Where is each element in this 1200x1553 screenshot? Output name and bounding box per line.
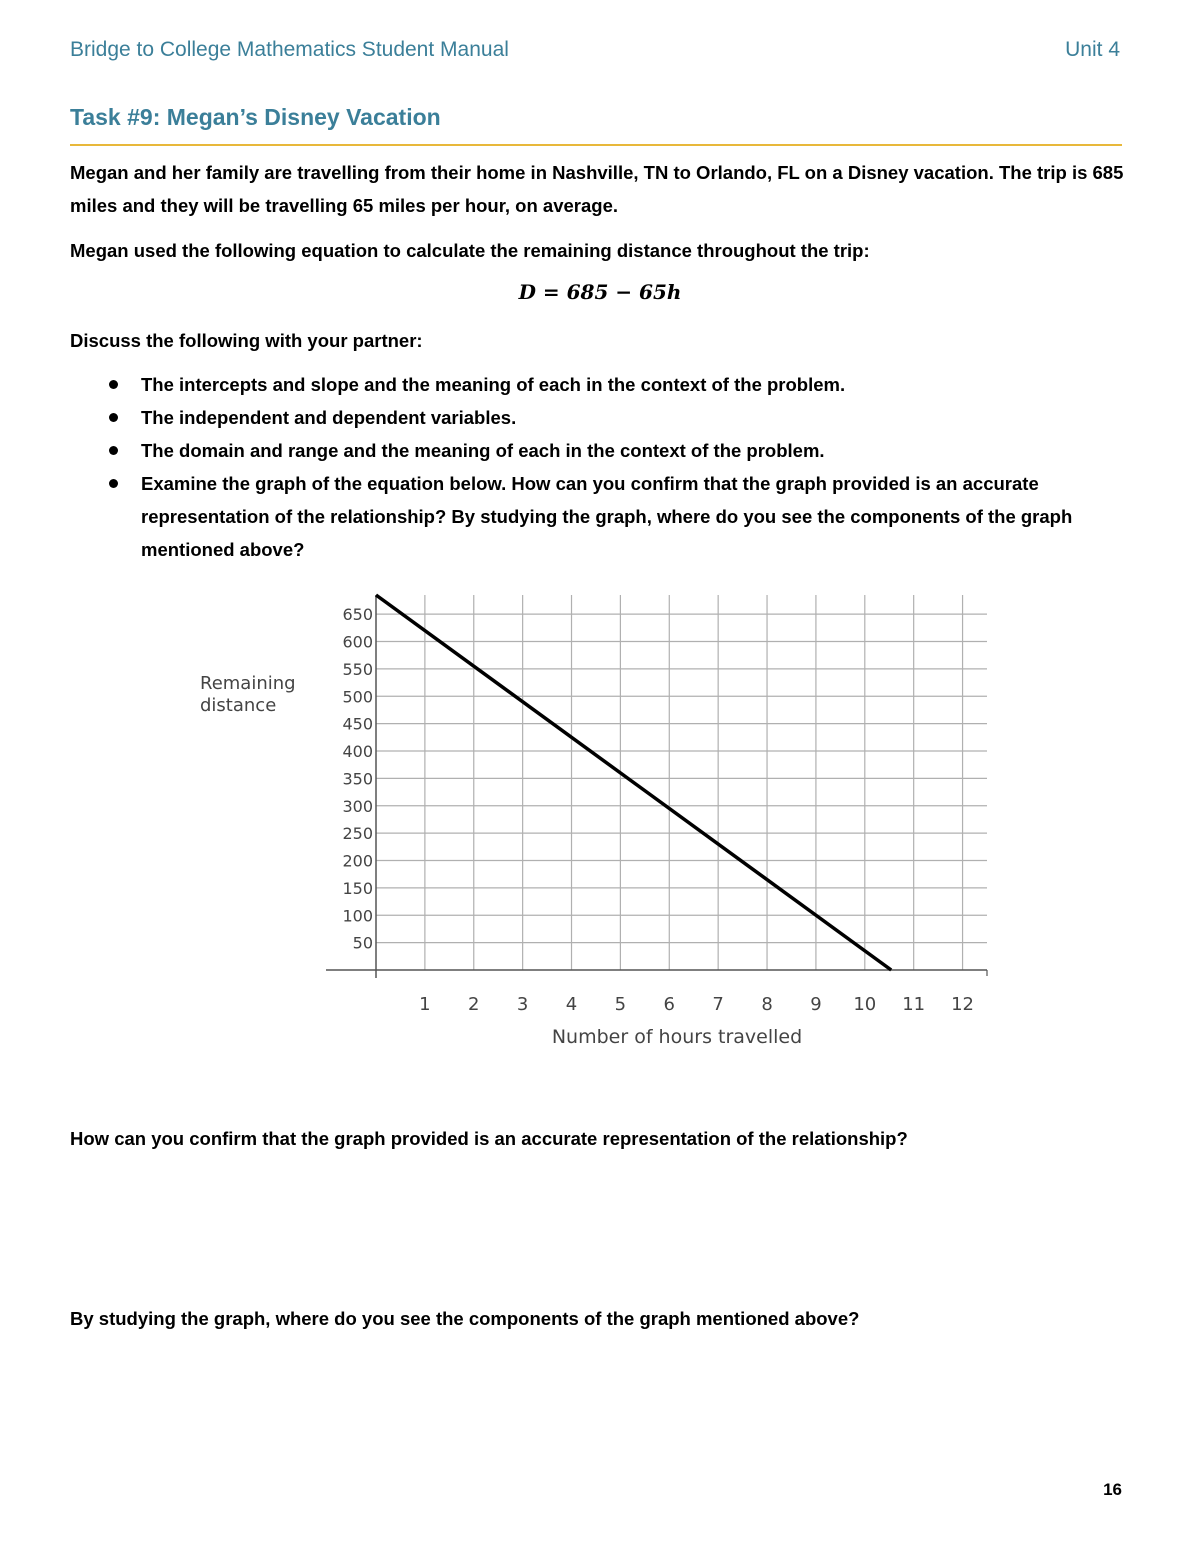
- question-components: By studying the graph, where do you see the components of the graph mentioned above?: [70, 1308, 860, 1329]
- list-item-text: The independent and dependent variables.: [141, 407, 517, 428]
- x-tick-label: 10: [853, 994, 877, 1015]
- y-tick-label: 150: [342, 878, 373, 898]
- distance-line: [376, 595, 891, 970]
- list-item: [104, 434, 1124, 467]
- y-axis-label-line1: Remaining: [200, 673, 296, 694]
- x-tick-label: 6: [663, 994, 676, 1015]
- y-tick-label: 400: [342, 742, 373, 762]
- x-tick-label: 3: [516, 994, 529, 1015]
- x-tick-label: 5: [614, 994, 627, 1015]
- bullet-icon: [109, 413, 118, 422]
- list-item-text: The intercepts and slope and the meaning of each in the context of the problem.: [141, 374, 846, 395]
- list-item: [104, 368, 1124, 401]
- manual-title: Bridge to College Mathematics Student Manual: [70, 38, 509, 61]
- x-tick-label: 4: [565, 994, 578, 1015]
- tick-labels: [342, 605, 974, 1015]
- x-tick-label: 8: [761, 994, 773, 1015]
- distance-graph: [180, 585, 1010, 1065]
- distance-graph-svg: [180, 585, 1010, 1060]
- grid: [376, 595, 987, 970]
- y-tick-label: 250: [342, 824, 373, 844]
- bullet-icon: [109, 380, 118, 389]
- unit-label: Unit 4: [1065, 38, 1120, 61]
- page-number: 16: [1103, 1480, 1122, 1499]
- y-tick-label: 300: [342, 796, 373, 816]
- list-item-text: Examine the graph of the equation below. How can you confirm that the graph provided is an accurate representation of the relationship? By studying the graph, where do you see the components of the graph mentioned above?: [141, 473, 1073, 560]
- x-tick-label: 2: [468, 994, 480, 1015]
- discuss-prompt: Discuss the following with your partner:: [70, 330, 423, 351]
- y-tick-label: 100: [342, 906, 373, 926]
- y-tick-label: 600: [342, 632, 373, 652]
- list-item-text: The domain and range and the meaning of each in the context of the problem.: [141, 440, 825, 461]
- y-tick-label: 500: [342, 687, 373, 707]
- title-divider: [70, 144, 1122, 146]
- y-tick-label: 550: [342, 659, 373, 679]
- discussion-list: [104, 368, 1124, 566]
- question-accuracy: How can you confirm that the graph provided is an accurate representation of the relationship?: [70, 1128, 908, 1149]
- task-title: Task #9: Megan’s Disney Vacation: [70, 104, 441, 130]
- x-tick-label: 12: [951, 994, 975, 1015]
- y-axis-label-line2: distance: [200, 695, 277, 716]
- y-tick-label: 350: [342, 769, 373, 789]
- x-tick-label: 7: [712, 994, 724, 1015]
- x-tick-label: 9: [810, 994, 822, 1015]
- series: [376, 595, 891, 970]
- equation-intro: Megan used the following equation to calculate the remaining distance throughout the trip:: [70, 240, 870, 261]
- x-tick-label: 1: [419, 994, 431, 1015]
- list-item: [104, 467, 1124, 566]
- x-axis-label: Number of hours travelled: [551, 1026, 803, 1048]
- bullet-icon: [109, 479, 118, 488]
- bullet-icon: [109, 446, 118, 455]
- y-tick-label: 650: [342, 605, 373, 625]
- y-tick-label: 450: [342, 714, 373, 734]
- x-tick-label: 11: [902, 994, 926, 1015]
- y-tick-label: 200: [342, 851, 373, 871]
- y-tick-label: 50: [352, 933, 373, 953]
- equation: D = 685 − 65h: [518, 280, 682, 304]
- intro-paragraph: Megan and her family are travelling from their home in Nashville, TN to Orlando, FL on a Disney vacation. The trip is 685 miles and they will be travelling 65 miles per hour, on average.: [70, 162, 1124, 216]
- list-item: [104, 401, 1124, 434]
